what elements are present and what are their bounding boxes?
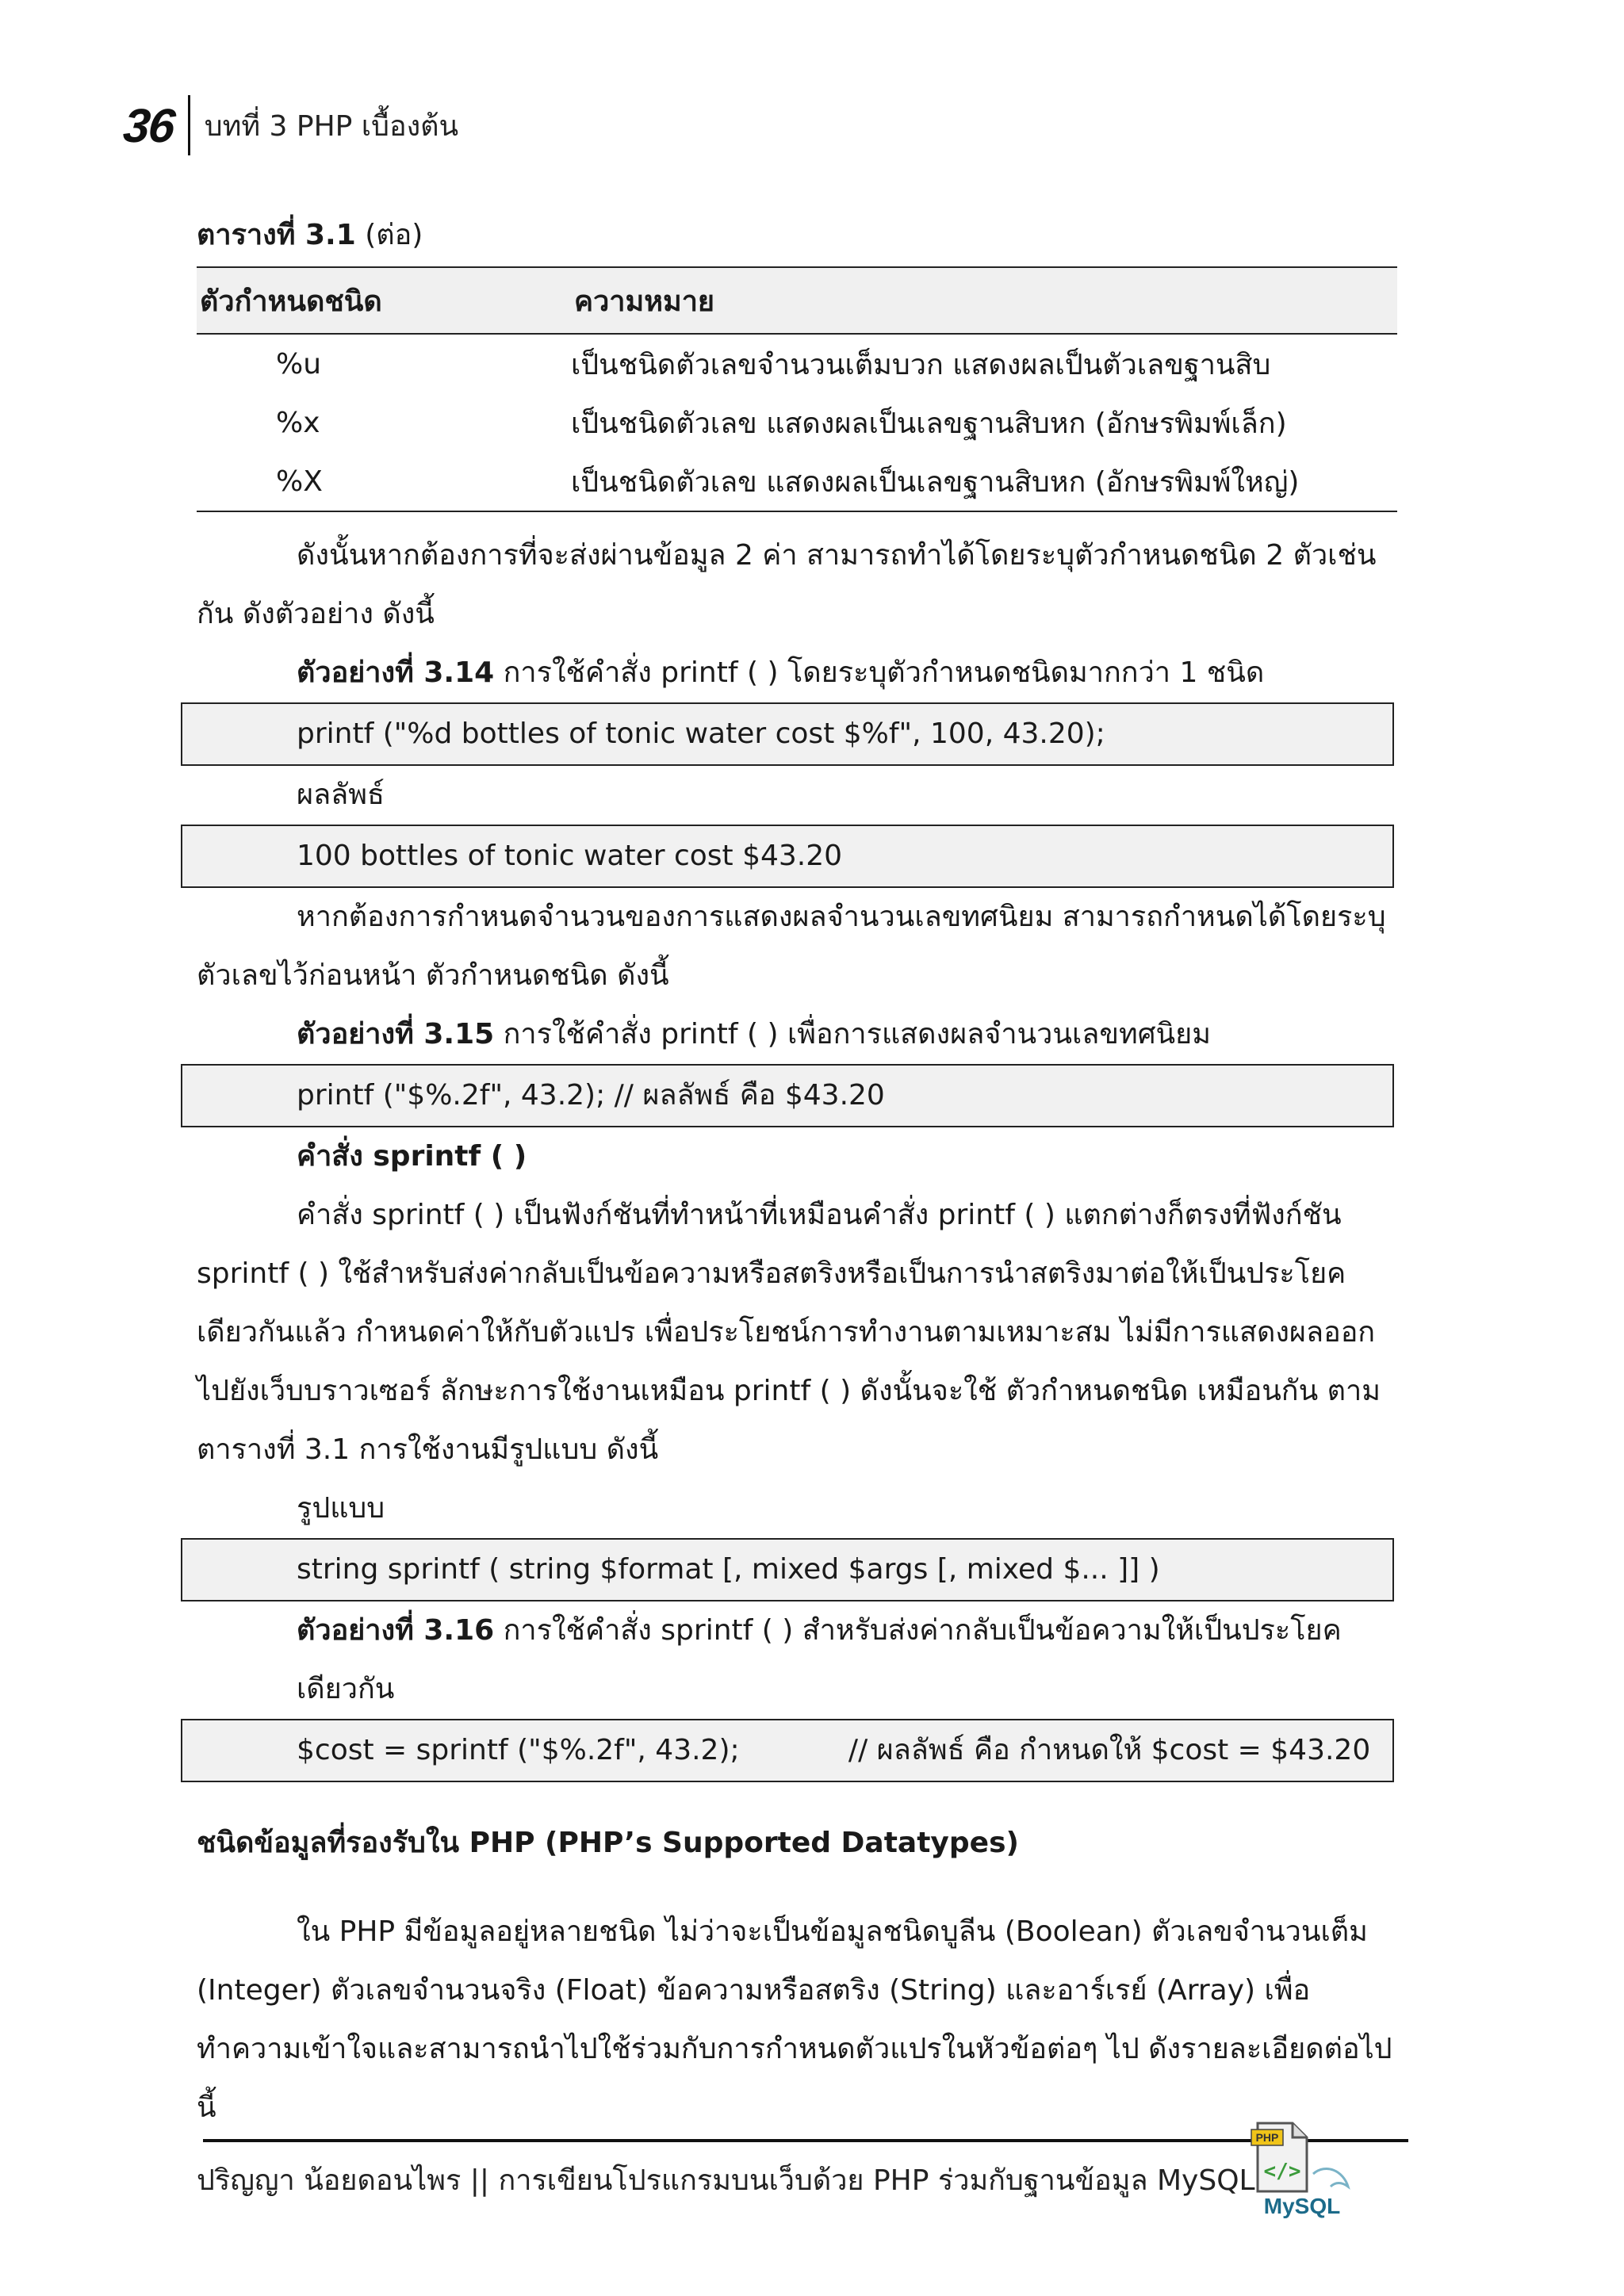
code-block: $cost = sprintf ("$%.2f", 43.2); // ผลลัพธ์ คือ กำหนดให้ $cost = $43.20 <box>181 1719 1394 1782</box>
paragraph: ดังนั้นหากต้องการที่จะส่งผ่านข้อมูล 2 ค่า สามารถทำได้โดยระบุตัวกำหนดชนิด 2 ตัวเช่นกัน ดังตัวอย่าง ดังนี้ <box>197 539 1377 630</box>
paragraph: หากต้องการกำหนดจำนวนของการแสดงผลจำนวนเลขทศนิยม สามารถกำหนดได้โดยระบุตัวเลขไว้ก่อนหน้า ตัวกำหนดชนิด ดังนี้ <box>197 901 1386 992</box>
syntax-block: string sprintf ( string $format [, mixed $args [, mixed $... ]] ) <box>181 1538 1394 1601</box>
subheading: คำสั่ง sprintf ( ) <box>297 1140 527 1173</box>
svg-text:MySQL: MySQL <box>1263 2194 1341 2218</box>
page-header <box>121 94 459 157</box>
table-caption: ตารางที่ 3.1 (ต่อ) <box>197 219 423 251</box>
php-mysql-logo <box>1247 2118 1373 2221</box>
table-cell: เป็นชนิดตัวเลขจำนวนเต็มบวก แสดงผลเป็นตัวเลขฐานสิบ <box>571 348 1271 381</box>
code-block: printf ("%d bottles of tonic water cost $%f", 100, 43.20); <box>181 702 1394 766</box>
chapter-title: บทที่ 3 PHP เบื้องต้น <box>204 109 459 143</box>
code-block: printf ("$%.2f", 43.2); // ผลลัพธ์ คือ $43.20 <box>181 1064 1394 1127</box>
table-cell: %X <box>197 452 571 511</box>
example-caption: ตัวอย่างที่ 3.16 การใช้คำสั่ง sprintf ( ) สำหรับส่งค่ากลับเป็นข้อความให้เป็นประโยคเดียวกัน <box>297 1614 1342 1705</box>
svg-text:</>: </> <box>1263 2160 1301 2183</box>
syntax-label: รูปแบบ <box>297 1492 385 1525</box>
table-header-cell: ความหมาย <box>571 267 1397 334</box>
paragraph: คำสั่ง sprintf ( ) เป็นฟังก์ชันที่ทำหน้าที่เหมือนคำสั่ง printf ( ) แตกต่างก็ตรงที่ฟังก์ชัน sprintf ( ) ใช้สำหรับส่งค่ากลับเป็นข้อความหรือสตริงหรือเป็นการนำสตริงมาต่อให้เป็นประโยคเดียวกันแล้ว กำหนดค่าให้กับตัวแปร เพื่อประโยชน์การทำงานตามเหมาะสม ไม่มีการแสดงผลออกไปยังเว็บบราวเซอร์ ลักษะการใช้งานเหมือน printf ( ) ดังนั้นจะใช้ ตัวกำหนดชนิด เหมือนกัน ตามตารางที่ 3.1 การใช้งานมีรูปแบบ ดังนี้ <box>197 1199 1381 1466</box>
example-caption: ตัวอย่างที่ 3.15 การใช้คำสั่ง printf ( ) เพื่อการแสดงผลจำนวนเลขทศนิยม <box>297 1018 1211 1050</box>
footer-rule <box>203 2139 1408 2142</box>
table-cell: เป็นชนิดตัวเลข แสดงผลเป็นเลขฐานสิบหก (อักษรพิมพ์เล็ก) <box>571 407 1287 440</box>
table-cell: %u <box>276 347 322 381</box>
header-divider <box>188 95 190 155</box>
section-heading: ชนิดข้อมูลที่รองรับใน PHP (PHP’s Supported Datatypes) <box>197 1827 1019 1859</box>
page-content <box>197 206 1405 2137</box>
example-caption: ตัวอย่างที่ 3.14 การใช้คำสั่ง printf ( ) โดยระบุตัวกำหนดชนิดมากกว่า 1 ชนิด <box>297 656 1265 689</box>
type-specifier-table <box>197 266 1397 512</box>
php-file-icon <box>1251 2123 1307 2191</box>
table-cell: เป็นชนิดตัวเลข แสดงผลเป็นเลขฐานสิบหก (อักษรพิมพ์ใหญ่) <box>571 452 1397 511</box>
mysql-dolphin-icon <box>1313 2168 1348 2187</box>
table-row <box>197 452 1397 511</box>
svg-text:PHP: PHP <box>1255 2131 1279 2144</box>
table-cell: %x <box>276 406 320 439</box>
table-row <box>197 393 1397 452</box>
page-number: 36 <box>121 98 177 152</box>
footer-text: ปริญญา น้อยดอนไพร || การเขียนโปรแกรมบนเว็บด้วย PHP ร่วมกับฐานข้อมูล MySQL <box>197 2164 1255 2197</box>
table-row <box>197 334 1397 393</box>
paragraph: ใน PHP มีข้อมูลอยู่หลายชนิด ไม่ว่าจะเป็นข้อมูลชนิดบูลีน (Boolean) ตัวเลขจำนวนเต็ม (Integer) ตัวเลขจำนวนจริง (Float) ข้อความหรือสตริง (String) และอาร์เรย์ (Array) เพื่อทำความเข้าใจและสามารถนำไปใช้ร่วมกับการกำหนดตัวแปรในหัวข้อต่อๆ ไป ดังรายละเอียดต่อไปนี้ <box>197 1915 1392 2124</box>
result-label: ผลลัพธ์ <box>297 779 385 811</box>
table-header-row <box>197 267 1397 334</box>
output-block: 100 bottles of tonic water cost $43.20 <box>181 825 1394 888</box>
table-header-cell: ตัวกำหนดชนิด <box>197 267 571 334</box>
